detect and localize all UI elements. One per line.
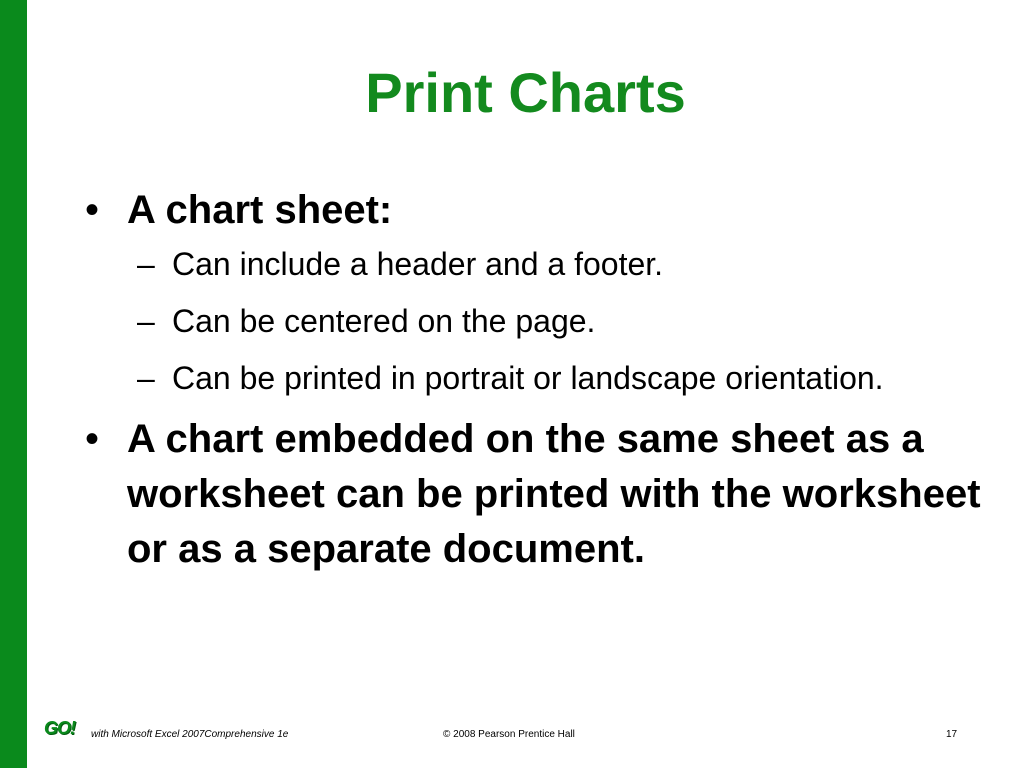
sub-bullet-item [137, 298, 982, 344]
sub-bullet-marker: – [137, 303, 155, 339]
sub-bullet-item [137, 241, 982, 287]
bullet-marker: • [85, 188, 100, 232]
bullet-item [82, 183, 982, 237]
sub-bullet-marker: – [137, 360, 155, 396]
sub-bullet-item [137, 355, 982, 401]
sub-bullet-text: Can be printed in portrait or landscape orientation. [172, 360, 884, 396]
go-logo: GO! [44, 718, 75, 738]
footer-copyright: © 2008 Pearson Prentice Hall [443, 729, 575, 740]
sub-bullet-text: Can include a header and a footer. [172, 246, 664, 282]
bullet-text: A chart embedded on the same sheet as a worksheet can be printed with the worksheet or as a separate document. [127, 417, 981, 571]
bullet-marker: • [85, 417, 100, 461]
footer-course-title: with Microsoft Excel 2007Comprehensive 1e [91, 729, 289, 740]
bullet-item [82, 412, 982, 577]
bullet-text: A chart sheet: [127, 188, 393, 232]
accent-side-bar [0, 0, 27, 768]
slide-footer [0, 718, 1024, 752]
sub-bullet-list [137, 241, 982, 401]
slide-content [82, 183, 982, 577]
slide-title: Print Charts [365, 61, 686, 124]
page-number: 17 [946, 729, 958, 740]
sub-bullet-marker: – [137, 246, 155, 282]
sub-bullet-text: Can be centered on the page. [172, 303, 596, 339]
